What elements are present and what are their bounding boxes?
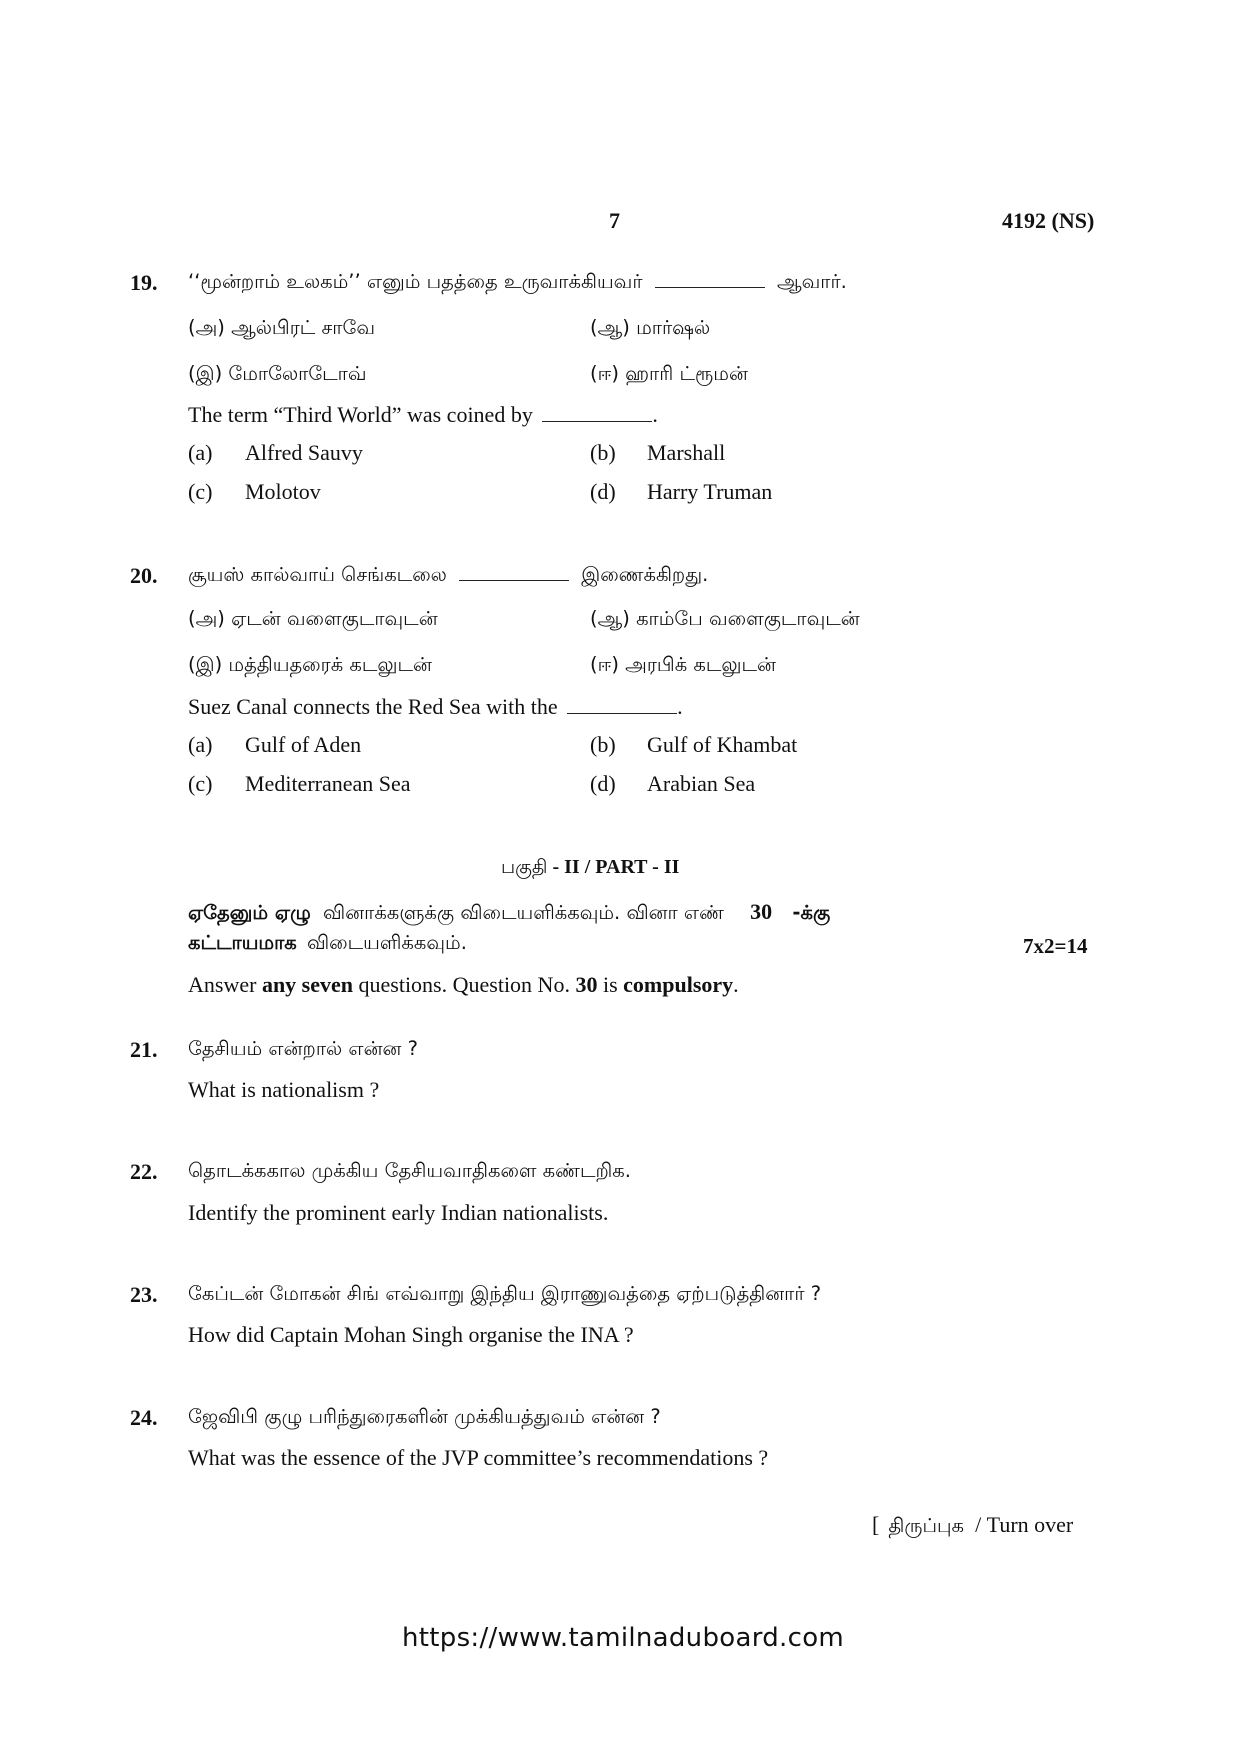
paper-code: 4192 (NS): [1002, 208, 1095, 233]
answer-blank: [542, 407, 652, 422]
instruction-emphasis: any seven: [261, 972, 353, 997]
tamil-option-d: (ஈ) ஹாரி ட்ரூமன்: [590, 362, 748, 385]
instruction-number: 30: [750, 899, 773, 924]
option-letter-a: (a): [188, 440, 213, 465]
answer-blank: [655, 273, 765, 288]
tamil-option-c: (இ) மத்தியதரைக் கடலுடன்: [188, 653, 432, 676]
tamil-option-c: (இ) மோலோடோவ்: [188, 362, 367, 385]
watermark-url: https://www.tamilnaduboard.com: [402, 1623, 845, 1653]
english-question: [188, 402, 658, 428]
option-letter-d: (d): [590, 771, 616, 796]
instruction-text: விடையளிக்கவும்.: [306, 931, 467, 954]
tamil-question: கேப்டன் மோகன் சிங் எவ்வாறு இந்திய இராணுவத்தை ஏற்படுத்தினார் ?: [188, 1282, 822, 1305]
instruction-suffix: -க்கு: [792, 901, 831, 924]
instruction-number: 30: [575, 972, 598, 997]
option-letter-a: (a): [188, 732, 213, 757]
english-option-b: Marshall: [647, 440, 726, 465]
english-question: What is nationalism ?: [188, 1077, 380, 1102]
tamil-question: [188, 270, 847, 296]
tamil-question: தொடக்ககால முக்கிய தேசியவாதிகளை கண்டறிக.: [188, 1159, 631, 1182]
question-number: 22.: [130, 1159, 158, 1184]
option-letter-b: (b): [590, 440, 616, 465]
tamil-question-suffix: ஆவார்.: [776, 270, 847, 293]
tamil-question-suffix: இணைக்கிறது.: [581, 563, 709, 586]
instruction-emphasis: compulsory: [623, 972, 734, 997]
instruction-text: Answer: [188, 972, 262, 997]
instruction-text: questions. Question No.: [353, 972, 576, 997]
english-option-b: Gulf of Khambat: [647, 732, 798, 757]
question-number: 24.: [130, 1405, 158, 1430]
english-option-c: Mediterranean Sea: [245, 771, 411, 796]
instruction-text: is: [597, 972, 624, 997]
tamil-option-b: (ஆ) மார்ஷல்: [590, 316, 711, 339]
part-heading-tamil: பகுதி: [501, 856, 548, 878]
english-question-suffix: .: [677, 694, 683, 719]
option-letter-b: (b): [590, 732, 616, 757]
question-number: 21.: [130, 1037, 158, 1062]
option-letter-c: (c): [188, 771, 213, 796]
option-letter-d: (d): [590, 479, 616, 504]
turn-over-tamil: திருப்புக: [888, 1514, 964, 1537]
instruction-tamil-line2: [188, 931, 467, 957]
answer-blank: [459, 566, 569, 581]
tamil-question-text: ‘‘மூன்றாம் உலகம்’’ எனும் பதத்தை உருவாக்கியவர்: [188, 270, 643, 293]
instruction-tamil-line1: [188, 899, 830, 927]
part-heading-english: - II / PART - II: [547, 856, 680, 878]
question-number: 23.: [130, 1282, 158, 1307]
instruction-text: வினாக்களுக்கு விடையளிக்கவும். வினா எண்: [323, 901, 724, 924]
tamil-question-text: சூயஸ் கால்வாய் செங்கடலை: [188, 563, 447, 586]
tamil-option-a: (அ) ஏடன் வளைகுடாவுடன்: [188, 607, 438, 630]
english-option-d: Arabian Sea: [647, 771, 756, 796]
instruction-text: .: [733, 972, 739, 997]
english-question: How did Captain Mohan Singh organise the INA ?: [188, 1322, 634, 1347]
instruction-english: [188, 972, 739, 998]
english-question-suffix: .: [652, 402, 658, 427]
english-question: [188, 694, 683, 720]
english-option-c: Molotov: [245, 479, 321, 504]
english-question: Identify the prominent early Indian nationalists.: [188, 1200, 609, 1225]
answer-blank: [567, 699, 677, 714]
turn-over-english: / Turn over: [975, 1512, 1074, 1537]
english-question-text: Suez Canal connects the Red Sea with the: [188, 694, 558, 719]
english-option-a: Gulf of Aden: [245, 732, 362, 757]
tamil-question: [188, 563, 708, 589]
english-option-d: Harry Truman: [647, 479, 773, 504]
marks-allocation: 7x2=14: [1023, 934, 1088, 958]
english-question-text: The term “Third World” was coined by: [188, 402, 533, 427]
page-number: 7: [609, 208, 620, 233]
turn-over-bracket: [: [872, 1512, 880, 1537]
tamil-option-b: (ஆ) காம்பே வளைகுடாவுடன்: [590, 607, 860, 630]
tamil-option-d: (ஈ) அரபிக் கடலுடன்: [590, 653, 776, 676]
tamil-question: ஜேவிபி குழு பரிந்துரைகளின் முக்கியத்துவம் என்ன ?: [188, 1405, 661, 1428]
question-number: 20.: [130, 563, 158, 588]
tamil-question: தேசியம் என்றால் என்ன ?: [188, 1037, 418, 1060]
instruction-emphasis: ஏதேனும் ஏழு: [188, 901, 311, 924]
tamil-option-a: (அ) ஆல்பிரட் சாவே: [188, 316, 376, 339]
english-question: What was the essence of the JVP committee’s recommendations ?: [188, 1445, 769, 1470]
option-letter-c: (c): [188, 479, 213, 504]
question-number: 19.: [130, 270, 158, 295]
english-option-a: Alfred Sauvy: [245, 440, 363, 465]
instruction-emphasis: கட்டாயமாக: [188, 931, 297, 954]
turn-over-note: [872, 1512, 1073, 1540]
part-heading: [501, 854, 679, 881]
